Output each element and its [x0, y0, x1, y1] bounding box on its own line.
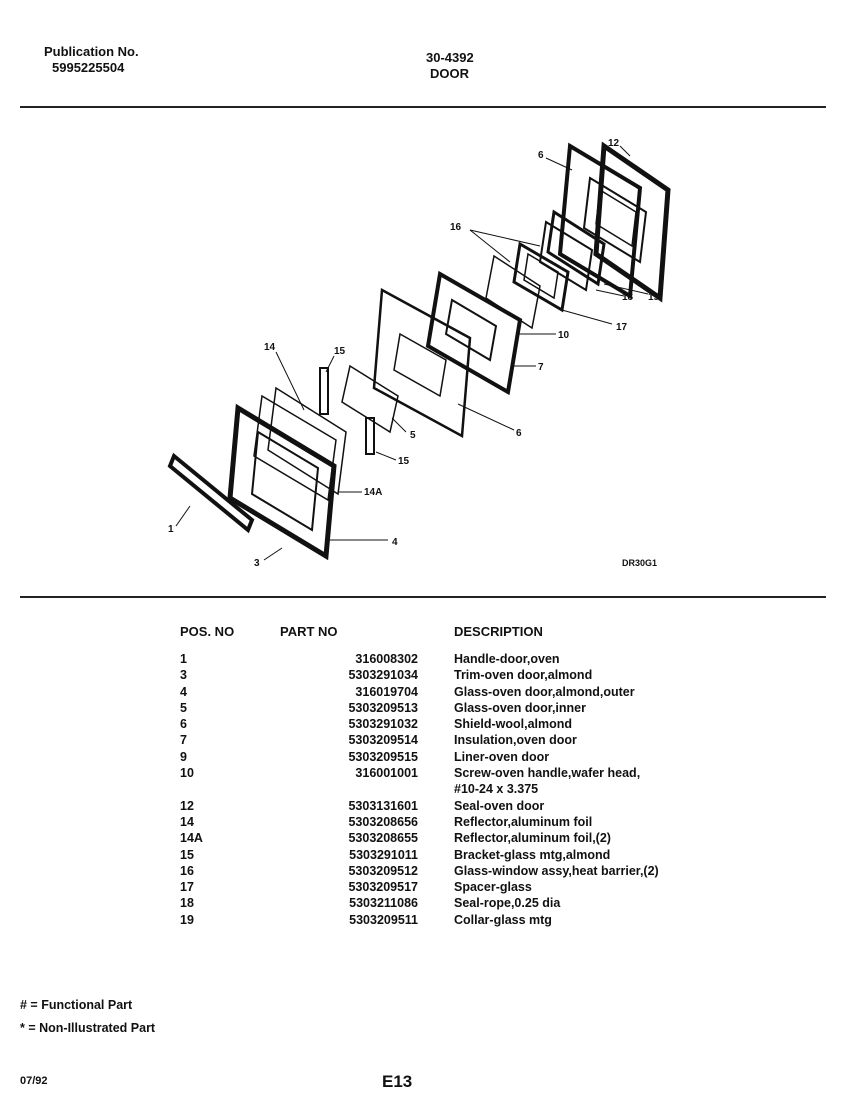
callout-6-top: 6	[538, 150, 544, 161]
cell-description: Trim-oven door,almond	[454, 668, 593, 683]
callout-19: 19	[648, 292, 660, 303]
callout-1: 1	[168, 524, 174, 535]
table-row	[180, 749, 659, 765]
callout-15-top: 15	[334, 346, 346, 357]
table-header-row	[180, 624, 659, 651]
oven-handle-shape	[170, 456, 252, 530]
cell-description: Glass-window assy,heat barrier,(2)	[454, 863, 659, 878]
cell-pos: 17	[180, 880, 194, 895]
table-row	[180, 912, 659, 928]
cell-description: Seal-rope,0.25 dia	[454, 896, 561, 911]
cell-description: Liner-oven door	[454, 749, 550, 764]
publication-number: 5995225504	[52, 60, 125, 75]
cell-pos: 19	[180, 912, 194, 927]
cell-pos: 9	[180, 749, 187, 764]
insulation-shape	[428, 274, 520, 392]
cell-description: Glass-oven door,inner	[454, 700, 586, 715]
table-row	[180, 830, 659, 846]
cell-description: Glass-oven door,almond,outer	[454, 684, 635, 699]
cell-description: Reflector,aluminum foil	[454, 814, 593, 829]
cell-part-no: 5303209511	[349, 912, 418, 927]
cell-description: Insulation,oven door	[454, 733, 577, 748]
cell-part-no: 5303208655	[348, 831, 418, 846]
cell-description: Bracket-glass mtg,almond	[454, 847, 611, 862]
table-row	[180, 700, 659, 716]
cell-pos: 18	[180, 896, 194, 911]
cell-pos: 7	[180, 733, 187, 748]
callout-3: 3	[254, 558, 260, 569]
table-row	[180, 716, 659, 732]
cell-part-no: 316019704	[355, 684, 418, 699]
cell-pos: 5	[180, 700, 187, 715]
callout-15: 15	[398, 456, 410, 467]
parts-list-table	[180, 624, 659, 928]
cell-part-no: 5303209512	[348, 863, 418, 878]
callout-12: 12	[608, 138, 620, 149]
publication-label: Publication No.	[44, 44, 139, 59]
cell-pos: 10	[180, 766, 194, 781]
cell-part-no: 5303209513	[348, 700, 418, 715]
cell-pos	[180, 781, 280, 797]
cell-description: Handle-door,oven	[454, 652, 560, 666]
cell-part-no	[280, 781, 454, 797]
table-row	[180, 651, 659, 667]
page-number: E13	[382, 1072, 413, 1091]
callout-6: 6	[516, 428, 522, 439]
col-header-pos: POS. NO	[180, 624, 235, 639]
parts-table-body	[180, 651, 659, 928]
footer-date: 07/92	[20, 1075, 48, 1087]
cell-pos: 15	[180, 847, 194, 862]
cell-part-no: 5303211086	[349, 896, 418, 911]
cell-pos: 14	[180, 814, 194, 829]
table-row	[180, 879, 659, 895]
diagram-code: DR30G1	[622, 558, 658, 568]
inner-glass-shape	[342, 366, 398, 432]
table-row	[180, 732, 659, 748]
cell-pos: 12	[180, 798, 194, 813]
callout-14a: 14A	[364, 487, 383, 498]
legend-non-illustrated: * = Non-Illustrated Part	[20, 1021, 156, 1035]
table-row	[180, 814, 659, 830]
callout-14: 14	[264, 342, 276, 353]
cell-pos: 14A	[180, 831, 203, 846]
col-header-desc: DESCRIPTION	[454, 624, 543, 639]
header-rule	[20, 106, 826, 108]
bracket-upper-shape	[320, 368, 328, 414]
bracket-lower-shape	[366, 418, 374, 454]
cell-pos: 4	[180, 684, 187, 699]
cell-part-no: 5303291011	[349, 847, 418, 862]
model-number: 30-4392	[426, 50, 474, 65]
col-header-part: PART NO	[280, 624, 338, 639]
table-row	[180, 765, 659, 781]
cell-description: Shield-wool,almond	[454, 717, 573, 732]
section-title: DOOR	[430, 66, 469, 81]
legend-functional: # = Functional Part	[20, 998, 133, 1012]
table-row	[180, 798, 659, 814]
cell-description: #10-24 x 3.375	[454, 782, 539, 797]
cell-part-no: 5303291034	[348, 668, 418, 683]
cell-description: Screw-oven handle,wafer head,	[454, 766, 641, 781]
table-row	[180, 847, 659, 863]
cell-pos: 6	[180, 717, 187, 732]
cell-part-no: 5303209515	[348, 749, 418, 764]
cell-part-no: 5303209514	[348, 733, 418, 748]
callout-5: 5	[410, 430, 416, 441]
table-row	[180, 684, 659, 700]
callout-10: 10	[558, 330, 570, 341]
callout-7: 7	[538, 362, 544, 373]
cell-part-no: 316001001	[355, 766, 418, 781]
cell-description: Seal-oven door	[454, 798, 545, 813]
callout-18: 18	[622, 292, 634, 303]
cell-pos: 16	[180, 863, 194, 878]
cell-pos: 1	[180, 652, 187, 666]
cell-part-no: 316008302	[355, 652, 418, 666]
cell-part-no: 5303209517	[348, 880, 418, 895]
cell-description: Collar-glass mtg	[454, 912, 552, 927]
callout-16: 16	[450, 222, 462, 233]
exploded-door-diagram	[0, 112, 864, 592]
cell-part-no: 5303208656	[348, 814, 418, 829]
callout-17: 17	[616, 322, 628, 333]
table-row	[180, 895, 659, 911]
diagram-rule	[20, 596, 826, 598]
cell-description: Reflector,aluminum foil,(2)	[454, 831, 611, 846]
table-row	[180, 863, 659, 879]
cell-part-no: 5303291032	[348, 717, 418, 732]
callout-4: 4	[392, 537, 398, 548]
cell-pos: 3	[180, 668, 187, 683]
table-row	[180, 781, 659, 797]
table-row	[180, 667, 659, 683]
cell-part-no: 5303131601	[348, 798, 418, 813]
cell-description: Spacer-glass	[454, 880, 532, 895]
